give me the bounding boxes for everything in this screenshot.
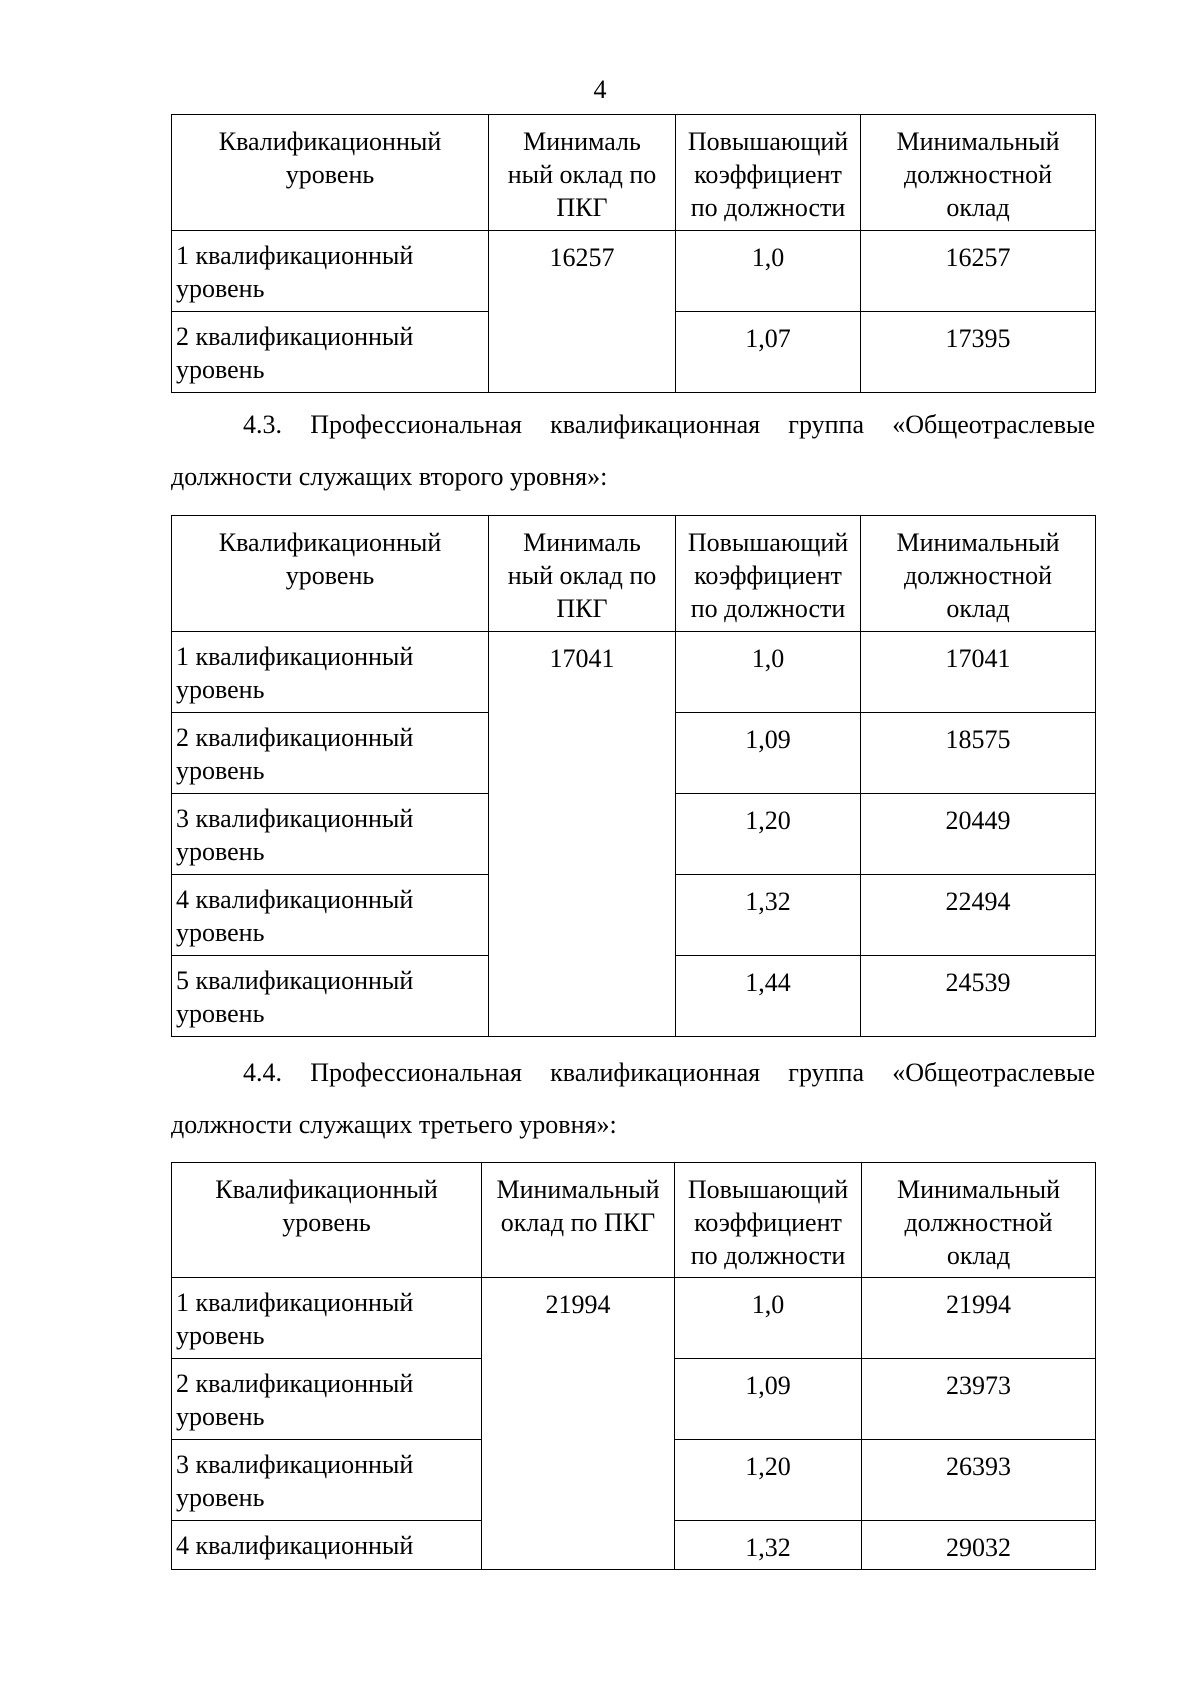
- salary-cell: 17395: [861, 312, 1096, 393]
- coefficient-cell: 1,09: [675, 1359, 862, 1440]
- header-min-salary-pkg: Минималь ный оклад по ПКГ: [489, 516, 676, 632]
- salary-table-3: [171, 1162, 1096, 1570]
- base-salary-cell: 21994: [482, 1278, 675, 1570]
- header-min-official-salary: Минимальный должностной оклад: [861, 516, 1096, 632]
- salary-cell: 26393: [862, 1440, 1096, 1521]
- table-header-row: [172, 516, 1096, 632]
- base-salary-cell: 17041: [489, 632, 676, 1037]
- level-cell: 3 квалификационный уровень: [172, 1440, 482, 1521]
- coefficient-cell: 1,07: [676, 312, 861, 393]
- section-4-4-paragraph: [171, 1047, 1095, 1151]
- header-min-official-salary: Минимальный должностной оклад: [861, 115, 1096, 231]
- salary-table-2: [171, 515, 1096, 1037]
- salary-cell: 29032: [862, 1521, 1096, 1570]
- level-cell: 2 квалификационный уровень: [172, 1359, 482, 1440]
- level-cell: 1 квалификационный уровень: [172, 231, 489, 312]
- header-qualification-level: Квалификационный уровень: [172, 1163, 482, 1278]
- header-qualification-level: Квалификационный уровень: [172, 516, 489, 632]
- header-raising-coefficient: Повышающий коэффициент по должности: [675, 1163, 862, 1278]
- coefficient-cell: 1,0: [676, 632, 861, 713]
- coefficient-cell: 1,44: [676, 956, 861, 1037]
- header-raising-coefficient: Повышающий коэффициент по должности: [676, 516, 861, 632]
- base-salary-cell: 16257: [489, 231, 676, 393]
- coefficient-cell: 1,20: [675, 1440, 862, 1521]
- level-cell: 5 квалификационный уровень: [172, 956, 489, 1037]
- header-min-salary-pkg: Минималь ный оклад по ПКГ: [489, 115, 676, 231]
- level-cell: 1 квалификационный уровень: [172, 1278, 482, 1359]
- table-header-row: [172, 1163, 1096, 1278]
- level-cell: 1 квалификационный уровень: [172, 632, 489, 713]
- coefficient-cell: 1,0: [676, 231, 861, 312]
- table-header-row: [172, 115, 1096, 231]
- level-cell: 2 квалификационный уровень: [172, 713, 489, 794]
- salary-cell: 18575: [861, 713, 1096, 794]
- salary-cell: 21994: [862, 1278, 1096, 1359]
- table-row: [172, 632, 1096, 713]
- salary-cell: 22494: [861, 875, 1096, 956]
- section-4-3-line-2: должности служащих второго уровня»:: [171, 462, 608, 491]
- coefficient-cell: 1,09: [676, 713, 861, 794]
- header-qualification-level: Квалификационный уровень: [172, 115, 489, 231]
- table-row: [172, 231, 1096, 312]
- salary-cell: 20449: [861, 794, 1096, 875]
- coefficient-cell: 1,32: [675, 1521, 862, 1570]
- salary-table-1: [171, 114, 1096, 393]
- level-cell: 3 квалификационный уровень: [172, 794, 489, 875]
- coefficient-cell: 1,20: [676, 794, 861, 875]
- section-4-4-line-1: 4.4. Профессиональная квалификационная группа «Общеотраслевые: [243, 1058, 1095, 1087]
- section-4-4-line-2: должности служащих третьего уровня»:: [171, 1110, 617, 1139]
- section-4-3-line-1: 4.3. Профессиональная квалификационная группа «Общеотраслевые: [243, 410, 1095, 439]
- coefficient-cell: 1,0: [675, 1278, 862, 1359]
- header-min-salary-pkg: Минимальный оклад по ПКГ: [482, 1163, 675, 1278]
- salary-cell: 16257: [861, 231, 1096, 312]
- coefficient-cell: 1,32: [676, 875, 861, 956]
- salary-cell: 17041: [861, 632, 1096, 713]
- level-cell: 2 квалификационный уровень: [172, 312, 489, 393]
- salary-cell: 23973: [862, 1359, 1096, 1440]
- header-raising-coefficient: Повышающий коэффициент по должности: [676, 115, 861, 231]
- page-number: 4: [593, 75, 607, 104]
- level-cell: 4 квалификационный: [172, 1521, 482, 1570]
- level-cell: 4 квалификационный уровень: [172, 875, 489, 956]
- header-min-official-salary: Минимальный должностной оклад: [862, 1163, 1096, 1278]
- salary-cell: 24539: [861, 956, 1096, 1037]
- section-4-3-paragraph: [171, 399, 1095, 503]
- table-row: [172, 1278, 1096, 1359]
